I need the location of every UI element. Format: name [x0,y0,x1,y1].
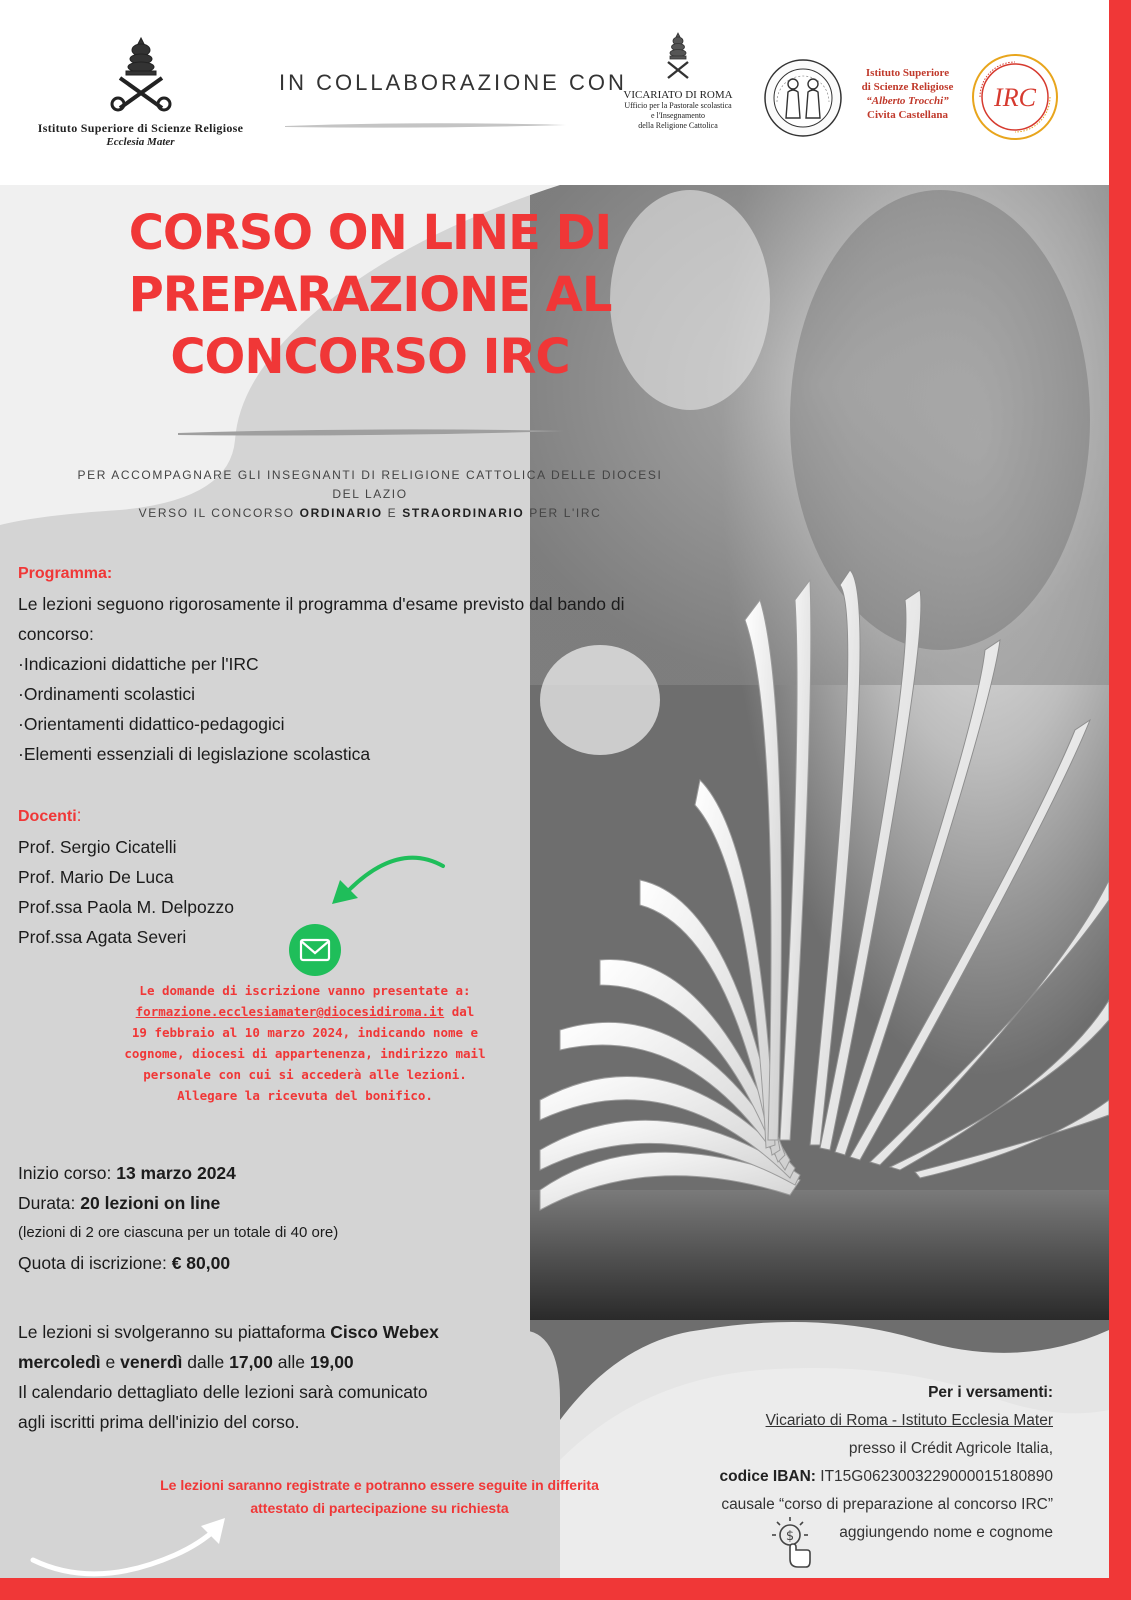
recording-line-1: Le lezioni saranno registrate e potranno essere seguite in differita [160,1477,599,1493]
docente-name: Prof. Sergio Cicatelli [18,837,177,857]
logo-vicariato [598,32,758,131]
iscrizione-line-6: Allegare la ricevuta del bonifico. [177,1088,433,1103]
docenti-label: Docenti [18,808,77,825]
programma-item: ·Orientamenti didattico-pedagogici [18,714,285,734]
payment-causale: causale “corso di preparazione al concorso IRC” [721,1496,1053,1513]
subtitle-line-1: PER ACCOMPAGNARE GLI INSEGNANTI DI RELIGIONE CATTOLICA DELLE DIOCESI [77,468,663,482]
programma-item: ·Indicazioni didattiche per l'IRC [18,654,259,674]
issr-name: Istituto Superiore di Scienze Religiose [37,121,244,135]
payment-label: Per i versamenti: [928,1384,1053,1401]
logo-trocchi [855,66,960,122]
irc-logo-text: IRC [994,83,1036,112]
durata: Durata: 20 lezioni on line [18,1193,221,1213]
recording-line-2: attestato di partecipazione su richiesta [250,1500,509,1516]
webex-info [18,1317,538,1437]
white-arrow-icon [25,1500,235,1580]
iscrizione-line-2: formazione.ecclesiamater@diocesidiroma.it dal [135,1004,475,1019]
durata-note: (lezioni di 2 ore ciascuna per un totale di 40 ore) [18,1224,339,1241]
docente-name: Prof. Mario De Luca [18,867,174,887]
mail-icon [289,924,341,976]
trocchi-line-3: “Alberto Trocchi” [866,95,949,107]
issr-subname: Ecclesia Mater [106,136,175,148]
payment-aggiungendo: aggiungendo nome e cognome [839,1524,1053,1541]
programma-intro: Le lezioni seguono rigorosamente il programma d'esame previsto dal bando di concorso: [18,594,625,644]
docenti-label-row: Docenti: [18,805,82,825]
webex-line-1: Le lezioni si svolgeranno su piattaforma Cisco Webex [18,1322,439,1342]
irc-logo [970,52,1060,142]
red-border-right [1109,0,1131,1600]
trocchi-line-2: di Scienze Religiose [861,81,954,93]
course-info [18,1158,518,1278]
programma-item: ·Elementi essenziali di legislazione scolastica [18,744,371,764]
papal-tiara-icon [663,32,693,80]
payment-bank: presso il Crédit Agricole Italia, [848,1440,1053,1457]
email-link[interactable]: formazione.ecclesiamater@diocesidiroma.it [135,1004,445,1019]
programma-label: Programma: [18,565,113,582]
title-line-2: PREPARAZIONE AL [128,267,612,323]
brush-underline [283,120,568,130]
papal-keys-icon [106,36,176,112]
title-line-3: CONCORSO IRC [170,329,570,385]
payment-hand-icon [768,1515,816,1571]
subtitle-line-3: VERSO IL CONCORSO ORDINARIO E STRAORDINARIO PER L'IRC [138,506,602,520]
webex-line-3: Il calendario dettagliato delle lezioni sarà comunicato [18,1382,428,1402]
payment-iban: codice IBAN: IT15G0623003229000015180890 [719,1468,1053,1485]
trocchi-line-1: Istituto Superiore [865,67,950,79]
inizio-corso: Inizio corso: 13 marzo 2024 [18,1163,236,1183]
programma-item: ·Ordinamenti scolastici [18,684,195,704]
docente-name: Prof.ssa Agata Severi [18,927,187,947]
subtitle [40,466,700,523]
trocchi-line-4: Civita Castellana [867,109,948,121]
header [0,0,1109,185]
red-border-bottom [0,1578,1131,1600]
webex-line-4: agli iscritti prima dell'inizio del corso. [18,1412,300,1432]
programma-section [18,559,678,769]
vicariato-title: VICARIATO DI ROMA [623,89,733,101]
iscrizione-line-4: cognome, diocesi di appartenenza, indirizzo mail [124,1046,486,1061]
webex-line-2: mercoledì e venerdì dalle 17,00 alle 19,00 [18,1352,354,1372]
svg-text:$: $ [785,1529,795,1544]
iscrizione-line-3: 19 febbraio al 10 marzo 2024, indicando nome e [131,1025,479,1040]
collaboration-text: IN COLLABORAZIONE CON [279,70,627,95]
quota: Quota di iscrizione: € 80,00 [18,1253,231,1273]
vicariato-office-3: della Religione Cattolica [638,121,718,130]
iscrizione-line-5: personale con cui si accederà alle lezioni. [143,1067,467,1082]
page-title [80,202,660,388]
iscrizione-line-1: Le domande di iscrizione vanno presentate a: [139,983,471,998]
subtitle-line-2: DEL LAZIO [332,487,408,501]
docente-name: Prof.ssa Paola M. Delpozzo [18,897,234,917]
iscrizione-section [105,980,505,1106]
green-arrow-icon [318,846,448,916]
logo-issr [18,36,263,148]
title-brush-underline [176,426,566,438]
saints-seal-icon [763,58,843,138]
title-line-1: CORSO ON LINE DI [128,205,612,261]
payment-beneficiary: Vicariato di Roma - Istituto Ecclesia Mater [765,1412,1053,1429]
payment-info [633,1379,1053,1547]
vicariato-office-1: Ufficio per la Pastorale scolastica [624,101,732,110]
vicariato-office-2: e l'Insegnamento [650,111,706,120]
